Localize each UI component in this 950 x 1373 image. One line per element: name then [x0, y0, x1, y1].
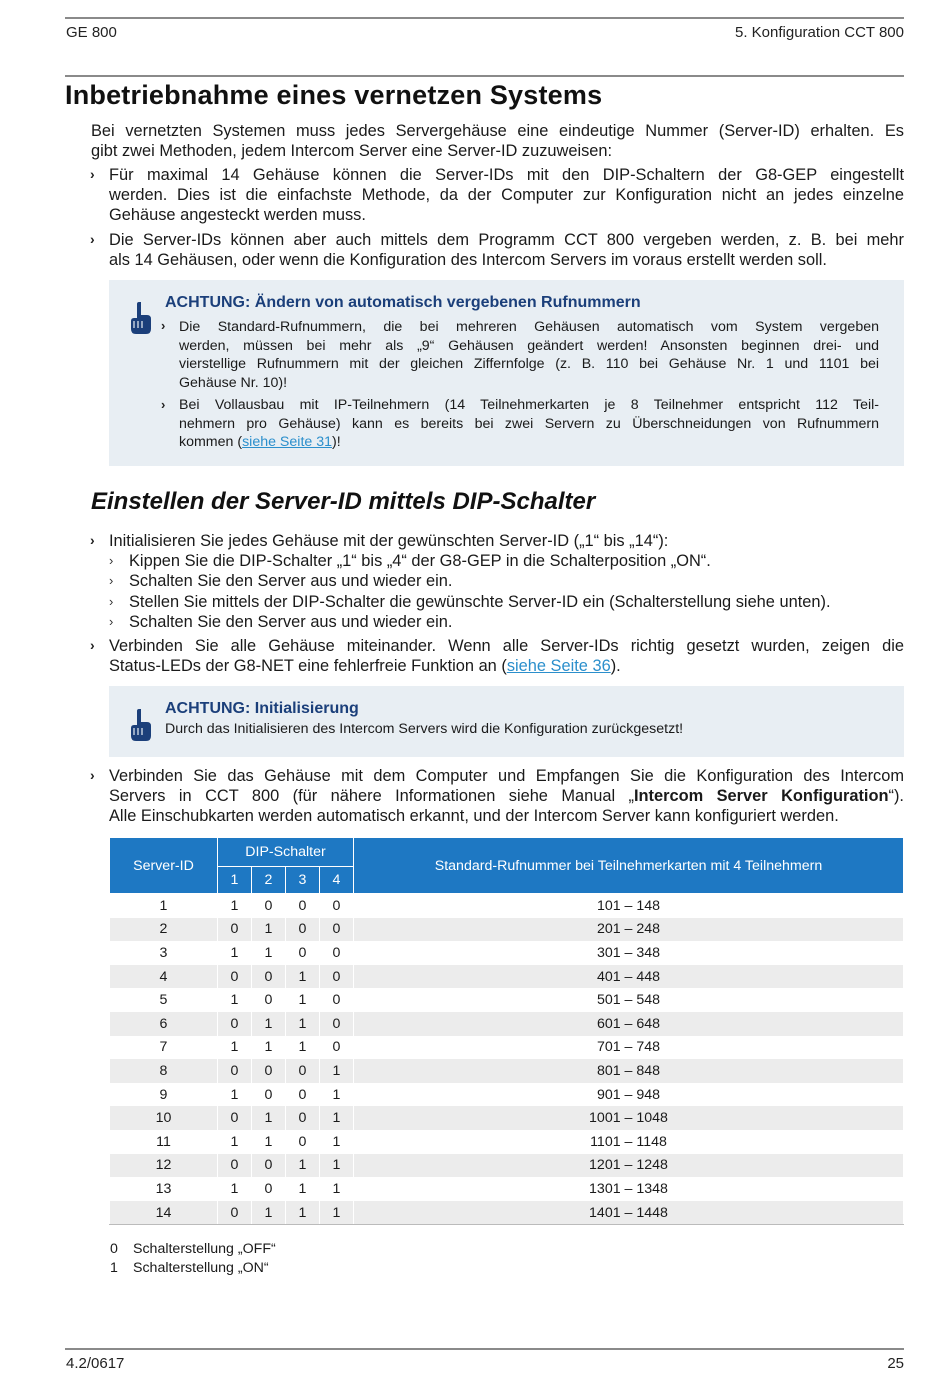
- manual-name: Intercom Server Konfiguration: [633, 787, 889, 806]
- col-header-dip: DIP-Schalter: [218, 838, 354, 867]
- pointing-hand-icon: [127, 708, 153, 742]
- col-header-server-id: Server-ID: [110, 838, 218, 894]
- cell-dip-2: 1: [252, 1201, 286, 1225]
- cell-number-range: 801 – 848: [354, 1059, 904, 1083]
- step-connect-line-2: [109, 656, 904, 676]
- cell-server-id: 13: [110, 1177, 218, 1201]
- intro-paragraph: [91, 121, 904, 161]
- col-header-dip-2: 2: [252, 867, 286, 894]
- cell-number-range: 401 – 448: [354, 965, 904, 989]
- cell-number-range: 501 – 548: [354, 988, 904, 1012]
- table-row: [110, 1154, 904, 1178]
- step-connect-text-end: ).: [610, 657, 621, 676]
- cell-number-range: 301 – 348: [354, 941, 904, 965]
- table-row: [110, 1106, 904, 1130]
- table-row: [110, 1177, 904, 1201]
- col-header-number: Standard-Rufnummer bei Teilnehmerkarten mit 4 Teilnehmern: [354, 838, 904, 894]
- cell-dip-2: 1: [252, 941, 286, 965]
- table-body: [110, 894, 904, 1225]
- cell-dip-3: 0: [286, 1106, 320, 1130]
- cell-dip-3: 0: [286, 894, 320, 918]
- cell-dip-1: 0: [218, 1154, 252, 1178]
- substep-3: Stellen Sie mittels der DIP-Schalter die gewünschte Server-ID ein (Schalterstellung siehe unten).: [129, 593, 831, 611]
- footer-version: 4.2/0617: [66, 1355, 125, 1372]
- notice-item-2: [179, 396, 879, 452]
- header-left: GE 800: [66, 24, 117, 41]
- method-2-line-2: als 14 Gehäusen, oder wenn die Konfiguration des Intercom Servers im voraus erstellt werden soll.: [109, 251, 827, 270]
- step-connect: [109, 636, 904, 676]
- cell-dip-2: 0: [252, 1059, 286, 1083]
- legend-text-0: Schalterstellung „OFF“: [133, 1241, 276, 1257]
- cell-dip-1: 1: [218, 1083, 252, 1107]
- cell-server-id: 6: [110, 1012, 218, 1036]
- cell-dip-1: 1: [218, 1036, 252, 1060]
- notice-item-1-line-1: Die Standard-Rufnummern, die bei mehreren Gehäusen automatisch vom System vergeben: [179, 319, 879, 335]
- table-row: [110, 988, 904, 1012]
- sub-bullet-icon: ›: [109, 614, 114, 629]
- bullet-icon: ›: [161, 318, 166, 333]
- sub-bullet-icon: ›: [109, 594, 114, 609]
- cell-dip-2: 0: [252, 1083, 286, 1107]
- intro-line-1: Bei vernetzten Systemen muss jedes Servergehäuse eine eindeutige Nummer (Server-ID) erhalten. Es: [91, 122, 904, 140]
- bullet-icon: ›: [90, 532, 95, 548]
- cell-dip-1: 0: [218, 1059, 252, 1083]
- cell-dip-3: 1: [286, 1201, 320, 1225]
- notice-item-2-line-2: nehmern pro Gehäuse) kann es bereits bei zwei Servern zu Überschneidungen von Rufnummern: [179, 415, 879, 432]
- cell-dip-3: 1: [286, 988, 320, 1012]
- step-connect-line-1: Verbinden Sie alle Gehäuse miteinander. Wenn alle Server-IDs richtig gesetzt wurden, zeigen die: [109, 637, 904, 655]
- step-receive-text: Servers in CCT 800 (für nähere Informationen siehe Manual „: [109, 787, 634, 806]
- notice-item-1-line-2: werden, müssen bei mehr als „9“ Gehäusen geändert werden! Ansonsten beginnen drei- und: [179, 337, 879, 354]
- cell-server-id: 8: [110, 1059, 218, 1083]
- cell-dip-3: 1: [286, 1177, 320, 1201]
- cell-dip-4: 1: [320, 1106, 354, 1130]
- cell-number-range: 1401 – 1448: [354, 1201, 904, 1225]
- cell-dip-4: 1: [320, 1083, 354, 1107]
- cell-number-range: 1001 – 1048: [354, 1106, 904, 1130]
- table-row: [110, 1059, 904, 1083]
- cell-number-range: 901 – 948: [354, 1083, 904, 1107]
- table-row: [110, 1083, 904, 1107]
- cell-number-range: 201 – 248: [354, 918, 904, 942]
- bullet-icon: ›: [90, 637, 95, 653]
- method-2-line-1: Die Server-IDs können aber auch mittels dem Programm CCT 800 vergeben werden, z. B. bei mehr: [109, 231, 904, 249]
- cell-dip-4: 0: [320, 894, 354, 918]
- col-header-dip-3: 3: [286, 867, 320, 894]
- table-row: [110, 1012, 904, 1036]
- table-row: [110, 918, 904, 942]
- notice-item-2-line-1: Bei Vollausbau mit IP-Teilnehmern (14 Teilnehmerkarten je 8 Teilnehmer entspricht 112 Teil-: [179, 397, 879, 413]
- table-row: [110, 941, 904, 965]
- cell-dip-3: 0: [286, 1083, 320, 1107]
- link-seite-31[interactable]: siehe Seite 31: [242, 434, 332, 451]
- bullet-icon: ›: [90, 767, 95, 783]
- cell-dip-1: 0: [218, 1106, 252, 1130]
- method-1-line-2: werden. Dies ist die einfachste Methode, da der Computer zur Konfiguration nicht an jedes einzelne: [109, 186, 904, 205]
- legend-key-0: 0: [110, 1241, 118, 1257]
- cell-dip-4: 0: [320, 988, 354, 1012]
- cell-dip-2: 1: [252, 1036, 286, 1060]
- sub-bullet-icon: ›: [109, 553, 114, 568]
- cell-server-id: 11: [110, 1130, 218, 1154]
- notice-item-2-text: kommen (: [179, 434, 243, 451]
- cell-dip-4: 1: [320, 1130, 354, 1154]
- cell-number-range: 1101 – 1148: [354, 1130, 904, 1154]
- bullet-icon: ›: [90, 166, 95, 182]
- header-rule: [65, 75, 904, 77]
- cell-dip-1: 1: [218, 894, 252, 918]
- cell-dip-1: 0: [218, 965, 252, 989]
- bullet-icon: ›: [90, 231, 95, 247]
- substep-1: Kippen Sie die DIP-Schalter „1“ bis „4“ der G8-GEP in die Schalterposition „ON“.: [129, 552, 711, 570]
- notice-title-init: ACHTUNG: Initialisierung: [165, 700, 359, 717]
- cell-dip-2: 1: [252, 918, 286, 942]
- step-receive-text-end: “).: [888, 787, 904, 806]
- bullet-icon: ›: [161, 397, 166, 412]
- cell-dip-2: 0: [252, 1154, 286, 1178]
- step-receive-line-3: Alle Einschubkarten werden automatisch erkannt, und der Intercom Server kann konfiguriert werden.: [109, 807, 839, 826]
- top-rule: [65, 17, 904, 19]
- cell-dip-2: 1: [252, 1012, 286, 1036]
- cell-dip-1: 1: [218, 988, 252, 1012]
- col-header-dip-4: 4: [320, 867, 354, 894]
- table-row: [110, 1201, 904, 1225]
- cell-dip-4: 1: [320, 1177, 354, 1201]
- cell-number-range: 1301 – 1348: [354, 1177, 904, 1201]
- step-connect-text: Status-LEDs der G8-NET eine fehlerfreie Funktion an (: [109, 657, 507, 676]
- cell-dip-4: 1: [320, 1154, 354, 1178]
- cell-dip-4: 0: [320, 1036, 354, 1060]
- step-receive-line-2: [109, 786, 904, 806]
- cell-dip-2: 0: [252, 1177, 286, 1201]
- cell-dip-2: 1: [252, 1130, 286, 1154]
- legend-key-1: 1: [110, 1260, 118, 1276]
- cell-number-range: 601 – 648: [354, 1012, 904, 1036]
- cell-dip-2: 0: [252, 988, 286, 1012]
- table-row: [110, 894, 904, 918]
- substep-4: Schalten Sie den Server aus und wieder ein.: [129, 613, 453, 631]
- notice-item-1-line-3: vierstellige Rufnummern mit der gleichen Ziffernfolge (z. B. 110 bei Gehäuse Nr. 1 und 1101 bei: [179, 356, 879, 373]
- cell-dip-2: 1: [252, 1106, 286, 1130]
- cell-dip-3: 0: [286, 1130, 320, 1154]
- cell-dip-4: 0: [320, 1012, 354, 1036]
- cell-dip-3: 1: [286, 1012, 320, 1036]
- method-1: [109, 165, 904, 226]
- pointing-hand-icon: [127, 301, 153, 335]
- intro-line-2: gibt zwei Methoden, jedem Intercom Server eine Server-ID zuzuweisen:: [91, 142, 613, 161]
- notice-item-2-text-end: )!: [332, 434, 341, 451]
- legend-text-1: Schalterstellung „ON“: [133, 1260, 269, 1276]
- notice-text-init: Durch das Initialisieren des Intercom Servers wird die Konfiguration zurückgesetzt!: [165, 721, 684, 737]
- cell-server-id: 2: [110, 918, 218, 942]
- page-number: 25: [887, 1355, 904, 1372]
- col-header-dip-1: 1: [218, 867, 252, 894]
- notice-item-1-line-4: Gehäuse Nr. 10)!: [179, 374, 288, 391]
- cell-dip-3: 1: [286, 1036, 320, 1060]
- cell-dip-1: 0: [218, 1201, 252, 1225]
- section-title-dip: Einstellen der Server-ID mittels DIP-Schalter: [91, 488, 596, 515]
- cell-server-id: 3: [110, 941, 218, 965]
- cell-dip-4: 0: [320, 941, 354, 965]
- method-2: [109, 230, 904, 270]
- cell-dip-3: 0: [286, 1059, 320, 1083]
- table-row: [110, 965, 904, 989]
- cell-dip-3: 1: [286, 965, 320, 989]
- sub-bullet-icon: ›: [109, 573, 114, 588]
- step-receive: [109, 766, 904, 827]
- cell-dip-1: 0: [218, 918, 252, 942]
- notice-item-1: [179, 318, 879, 392]
- notice-title-numbers: ACHTUNG: Ändern von automatisch vergebenen Rufnummern: [165, 294, 641, 311]
- cell-dip-1: 1: [218, 1177, 252, 1201]
- cell-dip-4: 0: [320, 918, 354, 942]
- cell-number-range: 701 – 748: [354, 1036, 904, 1060]
- table-row: [110, 1130, 904, 1154]
- cell-dip-4: 1: [320, 1059, 354, 1083]
- footer-rule: [65, 1348, 904, 1350]
- cell-number-range: 1201 – 1248: [354, 1154, 904, 1178]
- cell-number-range: 101 – 148: [354, 894, 904, 918]
- cell-server-id: 14: [110, 1201, 218, 1225]
- cell-dip-3: 0: [286, 918, 320, 942]
- step-initialize: Initialisieren Sie jedes Gehäuse mit der gewünschten Server-ID („1“ bis „14“):: [109, 532, 669, 550]
- substep-2: Schalten Sie den Server aus und wieder ein.: [129, 572, 453, 590]
- cell-dip-4: 1: [320, 1201, 354, 1225]
- cell-server-id: 5: [110, 988, 218, 1012]
- cell-dip-1: 1: [218, 941, 252, 965]
- notice-item-2-line-3: [179, 433, 879, 452]
- cell-dip-2: 0: [252, 965, 286, 989]
- table-row: [110, 1036, 904, 1060]
- cell-dip-4: 0: [320, 965, 354, 989]
- link-seite-36[interactable]: siehe Seite 36: [506, 657, 611, 676]
- cell-server-id: 12: [110, 1154, 218, 1178]
- cell-server-id: 10: [110, 1106, 218, 1130]
- cell-server-id: 1: [110, 894, 218, 918]
- page-title: Inbetriebnahme eines vernetzen Systems: [65, 80, 603, 110]
- cell-server-id: 7: [110, 1036, 218, 1060]
- cell-server-id: 9: [110, 1083, 218, 1107]
- cell-dip-3: 1: [286, 1154, 320, 1178]
- dip-switch-table: [109, 837, 904, 1225]
- cell-dip-1: 0: [218, 1012, 252, 1036]
- cell-dip-2: 0: [252, 894, 286, 918]
- cell-dip-3: 0: [286, 941, 320, 965]
- header-right: 5. Konfiguration CCT 800: [735, 24, 904, 41]
- step-receive-line-1: Verbinden Sie das Gehäuse mit dem Computer und Empfangen Sie die Konfiguration des Intercom: [109, 767, 904, 785]
- cell-server-id: 4: [110, 965, 218, 989]
- method-1-line-3: Gehäuse angesteckt werden muss.: [109, 206, 366, 225]
- cell-dip-1: 1: [218, 1130, 252, 1154]
- method-1-line-1: Für maximal 14 Gehäuse können die Server-IDs mit den DIP-Schaltern der G8-GEP eingestellt: [109, 166, 904, 184]
